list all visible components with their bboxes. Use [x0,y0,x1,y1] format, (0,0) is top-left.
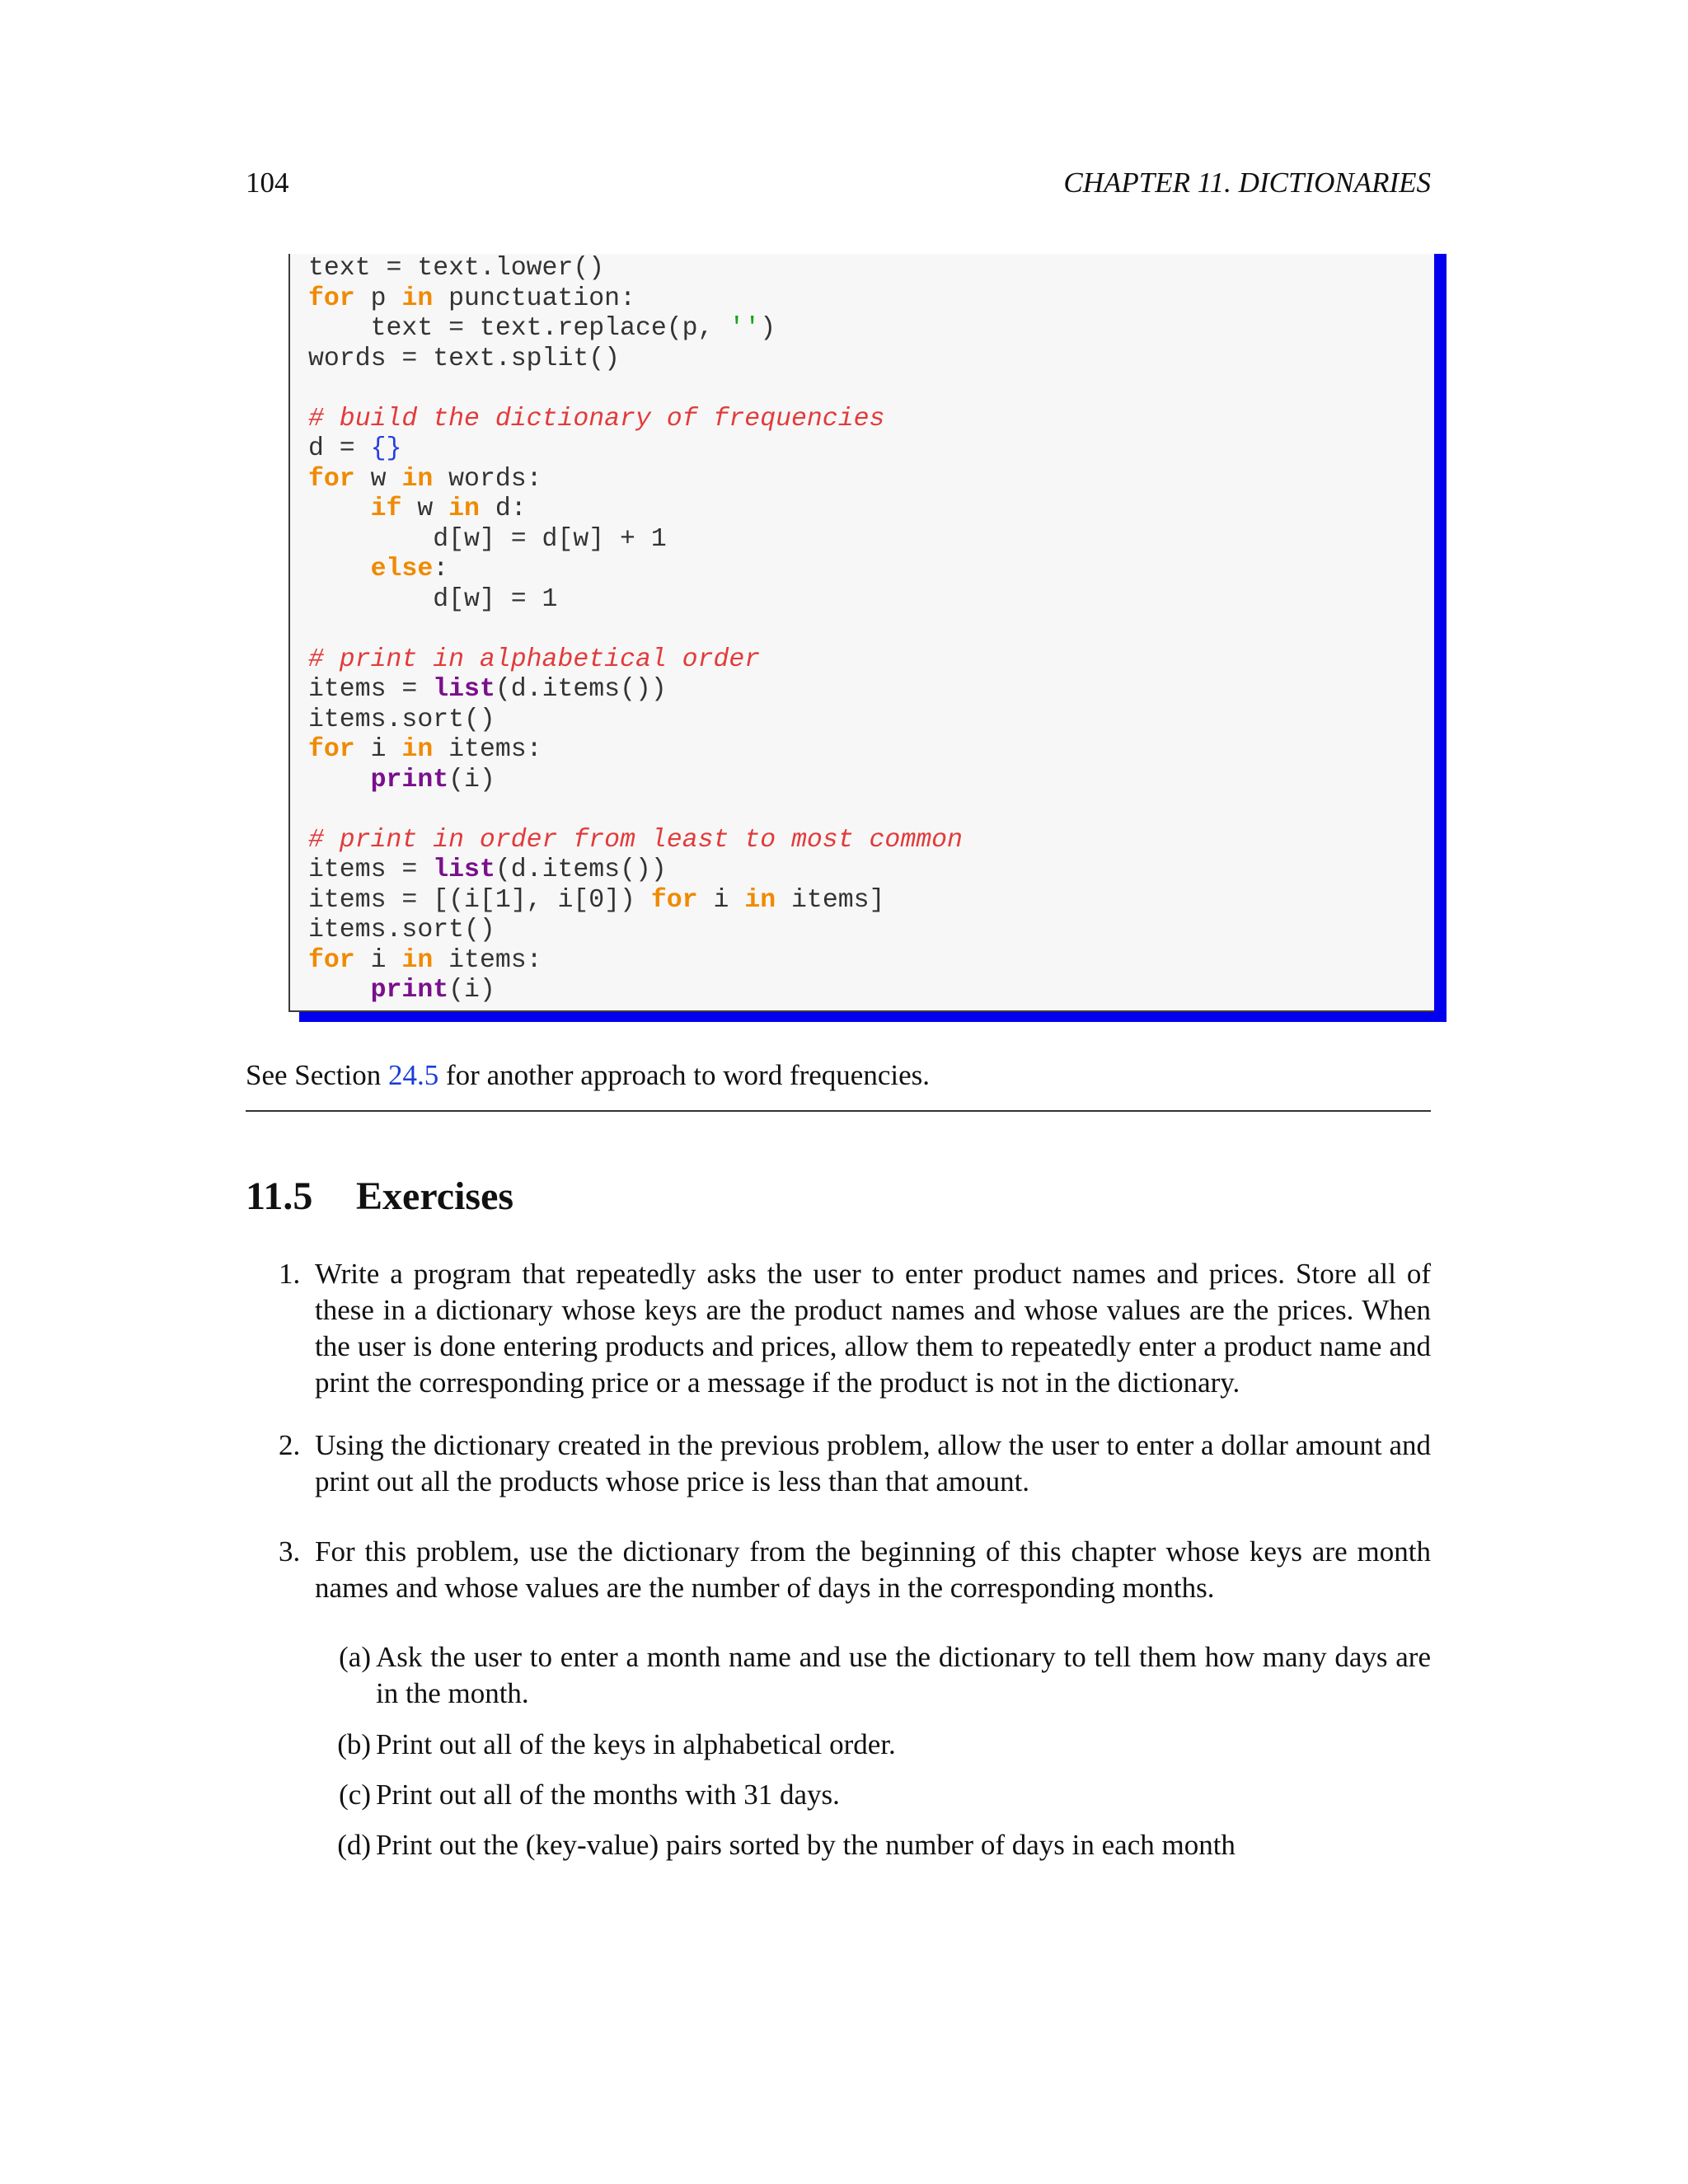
code-text: (i) [448,976,495,1005]
code-line [308,766,963,796]
code-line [308,795,963,826]
code-comment: # build the dictionary of frequencies [308,404,885,434]
exercise-text: Using the dictionary created in the previous problem, allow the user to enter a dollar amount and print out all the products whose price is less than that amount. [315,1429,1431,1497]
see-section-text-before: See Section [246,1059,389,1091]
code-keyword: else [370,555,434,583]
code-text: i [354,945,402,975]
section-title: Exercises [356,1174,514,1218]
exercise-marker: 2. [279,1429,301,1461]
horizontal-rule [246,1110,1431,1112]
code-text: text = text.replace(p, [308,314,729,343]
code-line [308,405,963,435]
subitem-text: Ask the user to enter a month name and use the dictionary to tell them how many days are in the month. [376,1641,1431,1709]
section-link[interactable]: 24.5 [388,1059,439,1091]
code-listing [288,254,1434,1012]
code-line [308,675,963,705]
code-line [308,465,963,495]
subitem-text: Print out all of the months with 31 days. [376,1779,840,1811]
code-text: items: [433,945,542,975]
code-line [308,374,963,405]
code-text: words = text.split() [308,344,621,373]
code-text: : [433,555,449,583]
code-text: items = [308,675,434,704]
code-line [308,555,963,585]
code-text: punctuation: [433,284,635,313]
subitem-marker: (a) [339,1641,371,1673]
code-comment: # print in order from least to most common [308,825,963,855]
code-text [308,976,371,1005]
exercise-text: Write a program that repeatedly asks the user to enter product names and prices. Store all of these in a dictionary whose keys are the product names and whose values are the prices. When the user is done entering products and prices, allow them to repeatedly enter a product name and print the corresponding price or a message if the product is not in the dictionary. [315,1258,1431,1399]
code-line [308,284,963,315]
code-text: items: [433,735,542,764]
code-text: w [354,464,402,494]
code-line [308,826,963,856]
code-line [308,855,963,886]
code-keyword: in [401,945,434,975]
code-line [308,585,963,616]
code-text [308,494,371,523]
code-text: text = text.lower() [308,254,605,283]
code-text: items.sort() [308,916,495,944]
code-keyword: in [744,885,776,915]
code-line [308,434,963,465]
code-keyword: in [401,735,434,764]
chapter-title: CHAPTER 11. DICTIONARIES [1063,166,1431,199]
code-line [308,886,963,916]
subitem-marker: (c) [339,1779,371,1811]
code-text: items.sort() [308,705,495,734]
code-text: i [697,885,745,915]
code-keyword: for [308,284,355,313]
subitem-text: Print out the (key-value) pairs sorted by the number of days in each month [376,1829,1236,1861]
section-number: 11.5 [246,1174,313,1218]
code-keyword: in [448,494,480,523]
code-keyword: for [308,945,355,975]
code-line [308,344,963,375]
exercise-marker: 1. [279,1258,301,1290]
code-builtin: print [370,765,449,794]
code-line [308,645,963,676]
code-keyword: for [308,464,355,494]
subitem-marker: (d) [337,1829,371,1861]
code-line [308,735,963,766]
code-text: i [354,735,402,764]
code-text: (d.items()) [495,675,667,704]
code-keyword: for [650,885,698,915]
code-text: d = [308,434,371,463]
subitem-marker: (b) [337,1728,371,1760]
code-text: p [354,284,402,313]
code-builtin: list [433,675,495,704]
code-text: w [401,494,449,523]
code-text: ) [760,314,776,343]
code-keyword: for [308,735,355,764]
page-number: 104 [246,166,289,199]
code-line [308,254,963,284]
running-head [246,166,1431,209]
code-braces: {} [370,434,402,463]
code-line [308,705,963,736]
code-text: d[w] = d[w] + 1 [308,524,667,554]
code-text: items = [308,855,434,884]
code-line [308,976,963,1006]
code-line [308,916,963,946]
see-section-text-after: for another approach to word frequencies. [438,1059,930,1091]
code-keyword: in [401,284,434,313]
code-text: items = [(i[1], i[0]) [308,885,651,915]
code-comment: # print in alphabetical order [308,644,761,674]
code-text [308,555,371,583]
code-builtin: print [370,976,449,1005]
exercise-text: For this problem, use the dictionary from the beginning of this chapter whose keys are month names and whose values are the number of days in the corresponding months. [315,1535,1431,1604]
code-text: d: [479,494,527,523]
see-section-paragraph [246,1057,930,1094]
code-text: d[w] = 1 [308,584,558,614]
code-line [308,314,963,344]
exercise-marker: 3. [279,1535,301,1568]
code-line [308,494,963,525]
code-keyword: if [370,494,402,523]
code-text: items] [776,885,885,915]
code-text [308,766,371,794]
section-heading [246,1174,513,1219]
code-text: words: [433,464,542,494]
subitem-text: Print out all of the keys in alphabetical order. [376,1728,896,1760]
code-line [308,525,963,555]
code-line [308,946,963,977]
code-builtin: list [433,855,495,884]
code-text: (i) [448,765,495,794]
code-line [308,615,963,645]
code-block [308,254,963,1006]
code-string: '' [729,314,761,343]
code-text: (d.items()) [495,855,667,884]
code-keyword: in [401,464,434,494]
